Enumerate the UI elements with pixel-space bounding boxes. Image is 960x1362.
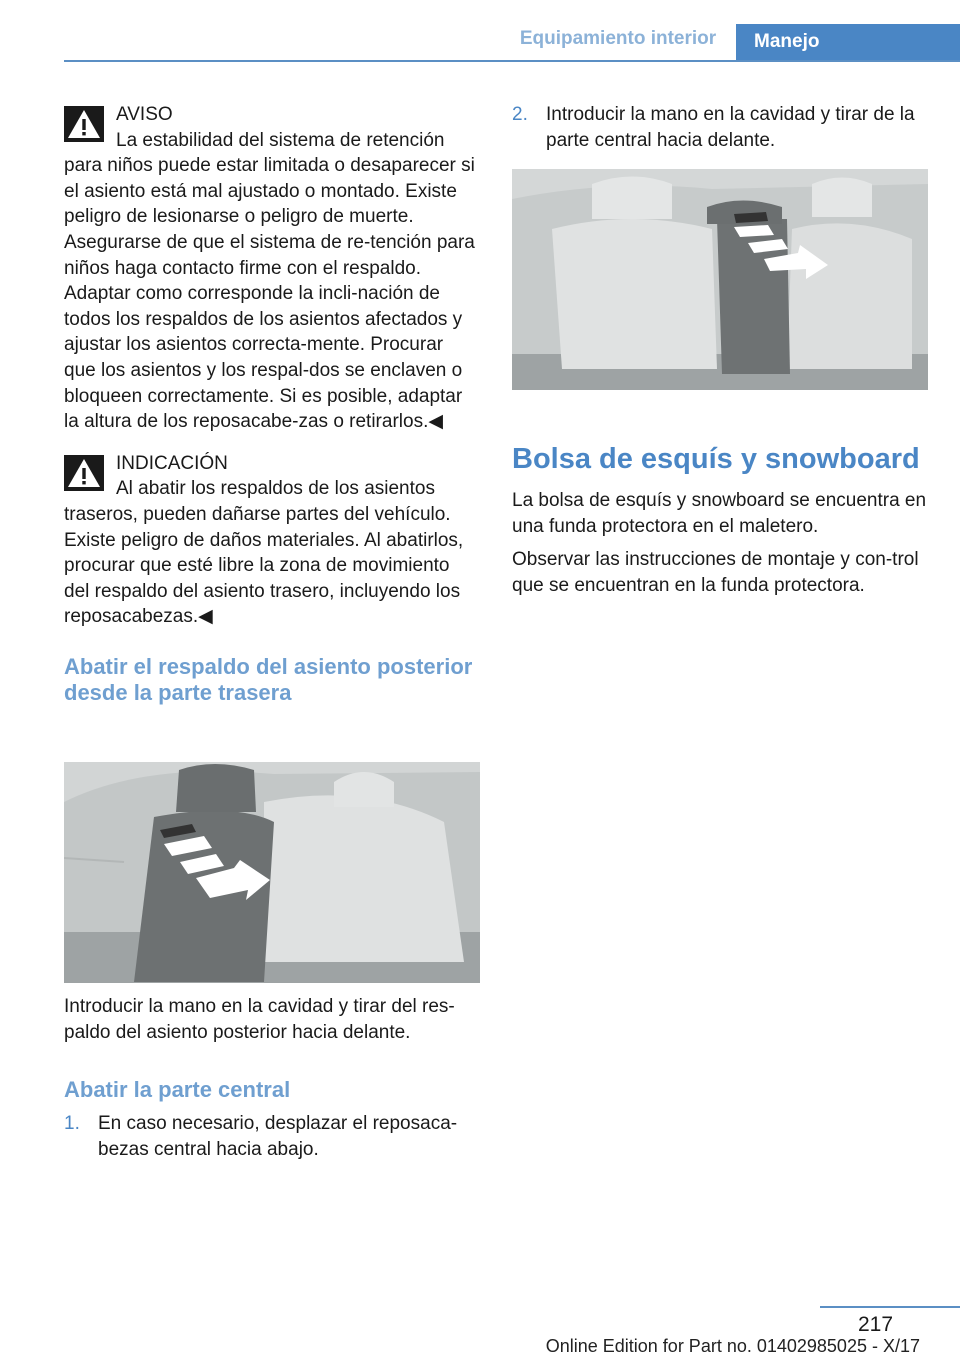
warning-title: AVISO xyxy=(116,104,173,125)
warning-body: La estabilidad del sistema de retención para niños puede estar limitada o desaparecer si el asiento está mal ajustado o montado. Existe peligro de lesionarse o peligro de muerte. Asegurarse de que el sistema de re‐tención para niños haga contacto firme con el respaldo. Adaptar como corresponde la incli‐nación de todos los respaldos de los asientos afectados y ajustar los asientos correcta‐mente. Procurar que los asientos y los respal‐dos se enclaven o bloqueen correctamente. Si es posible, adaptar la altura de los reposacabe‐zas o retirarlos.◀ xyxy=(64,129,475,433)
warning-triangle-icon xyxy=(64,106,104,142)
list-item xyxy=(512,102,928,153)
left-column-lower xyxy=(64,994,480,1162)
list-text: En caso necesario, desplazar el reposaca‐bezas central hacia abajo. xyxy=(98,1113,458,1160)
section-title: Bolsa de esquís y snowboard xyxy=(512,443,920,475)
rear-seat-photo-backrest xyxy=(64,762,480,983)
paragraph: La bolsa de esquís y snowboard se encuentra en una funda protectora en el maletero. xyxy=(512,490,927,537)
list-number: 2. xyxy=(512,104,528,125)
footer-rule xyxy=(820,1306,960,1308)
warning-triangle-icon xyxy=(64,455,104,491)
paragraph: Observar las instrucciones de montaje y con‐trol que se encuentran en la funda protectora. xyxy=(512,549,919,596)
left-column xyxy=(64,102,480,706)
warning-block xyxy=(64,102,480,128)
footer-edition: Online Edition for Part no. 01402985025 - X/17 xyxy=(545,1336,920,1356)
section-heading: Abatir el respaldo del asiento posterior desde la parte trasera xyxy=(64,653,473,705)
header-tab-manejo: Manejo xyxy=(736,24,960,62)
right-column-lower xyxy=(512,442,928,598)
photo-caption: Introducir la mano en la cavidad y tirar del res‐paldo del asiento posterior hacia delante. xyxy=(64,996,455,1043)
rear-seat-photo-center xyxy=(512,169,928,390)
notice-body: Al abatir los respaldos de los asientos traseros, pueden dañarse partes del vehículo. Existe peligro de daños materiales. Al abatirlos, procurar que esté libre la zona de movimiento del respaldo del asiento trasero, incluyendo los reposacabezas.◀ xyxy=(64,478,464,628)
header-section-label: Equipamiento interior xyxy=(519,28,717,49)
page-number: 217 xyxy=(858,1313,894,1336)
list-number: 1. xyxy=(64,1113,80,1135)
header-rule xyxy=(64,60,960,62)
list-item xyxy=(64,1111,480,1162)
notice-title: INDICACIÓN xyxy=(116,452,228,474)
list-text: Introducir la mano en la cavidad y tirar de la parte central hacia delante. xyxy=(546,104,915,151)
section-heading: Abatir la parte central xyxy=(64,1077,291,1103)
notice-block xyxy=(64,451,480,477)
right-column xyxy=(512,102,928,153)
